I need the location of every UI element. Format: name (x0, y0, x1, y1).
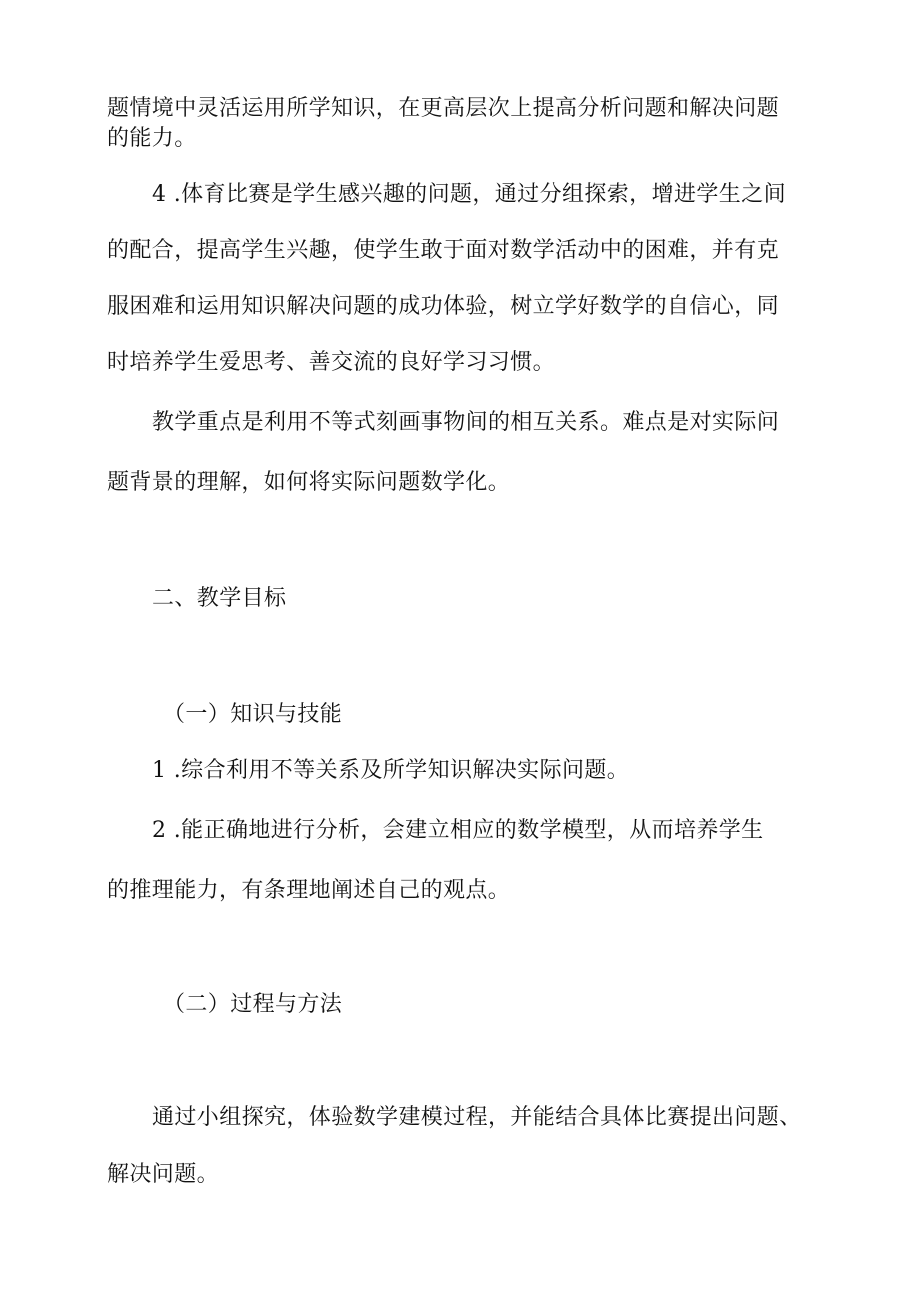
paragraph-line: 的能力。 (107, 126, 197, 151)
paragraph-line: 题情境中灵活运用所学知识，在更高层次上提高分析问题和解决问题 (107, 96, 780, 121)
paragraph-line: 服困难和运用知识解决问题的成功体验，树立学好数学的自信心，同 (107, 294, 780, 319)
paragraph-line: 4 .体育比赛是学生感兴趣的问题，通过分组探索，增进学生之间 (152, 182, 786, 207)
paragraph-line: 的配合，提高学生兴趣，使学生敢于面对数学活动中的困难，并有克 (107, 238, 780, 263)
subsection-heading: （一）知识与技能 (163, 702, 343, 727)
paragraph-line: 题背景的理解，如何将实际问题数学化。 (107, 470, 511, 495)
paragraph-line: 时培养学生爱思考、善交流的良好学习习惯。 (107, 350, 556, 375)
paragraph-line: 教学重点是利用不等式刻画事物间的相互关系。难点是对实际问 (152, 410, 780, 435)
paragraph-line: 解决问题。 (107, 1162, 220, 1187)
section-heading: 二、教学目标 (152, 586, 287, 611)
list-item: 1 .综合利用不等关系及所学知识解决实际问题。 (152, 758, 630, 783)
list-item-continuation: 的推理能力，有条理地阐述自己的观点。 (107, 878, 511, 903)
list-item: 2 .能正确地进行分析，会建立相应的数学模型，从而培养学生 (152, 818, 764, 843)
paragraph-line: 通过小组探究，体验数学建模过程，并能结合具体比赛提出问题、 (152, 1105, 802, 1130)
subsection-heading: （二）过程与方法 (163, 992, 343, 1017)
